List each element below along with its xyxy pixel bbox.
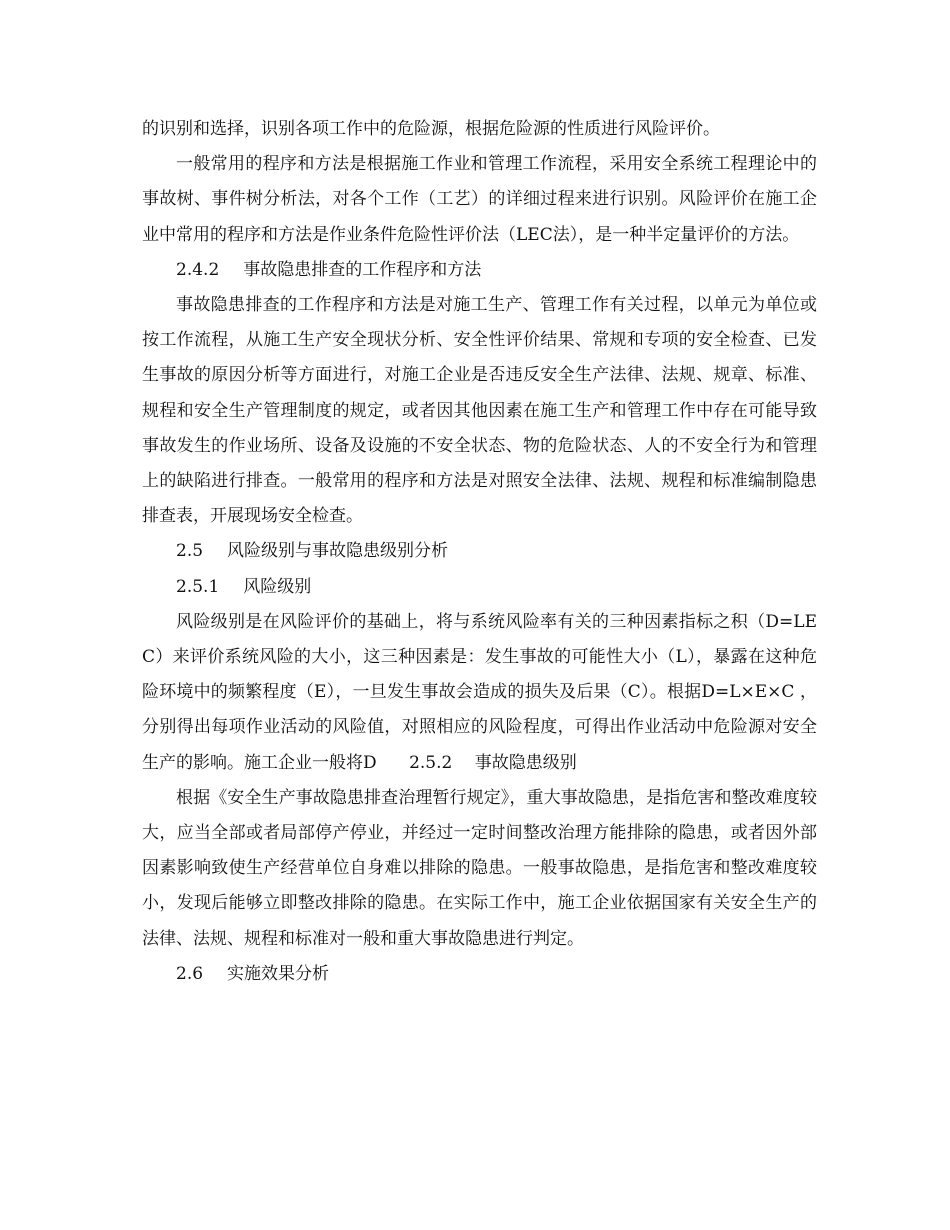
heading-2-5-1 (142, 570, 817, 605)
paragraph-common-procedures: 一般常用的程序和方法是根据施工作业和管理工作流程，采用安全系统工程理论中的事故树、事件树分析法，对各个工作（工艺）的详细过程来进行识别。风险评价在施工企业中常用的程序和方法是作业条件危险性评价法（LEC法），是一种半定量评价的方法。 (142, 154, 817, 245)
heading-number: 2.5.1 (176, 576, 220, 597)
heading-number: 2.6 (176, 963, 204, 984)
paragraph-hazard-level-regulation: 根据《安全生产事故隐患排查治理暂行规定》，重大事故隐患，是指危害和整改难度较大，应当全部或者局部停产停业，并经过一定时间整改治理方能排除的隐患，或者因外部因素影响致使生产经营单位自身难以排除的隐患。一般事故隐患，是指危害和整改难度较小，发现后能够立即整改排除的隐患。在实际工作中，施工企业依据国家有关安全生产的法律、法规、规程和标准对一般和重大事故隐患进行判定。 (142, 787, 817, 949)
heading-title: 事故隐患排查的工作程序和方法 (243, 259, 482, 280)
heading-2-5-2-text: 2.5.2 事故隐患级别 (409, 752, 577, 773)
heading-2-6 (142, 957, 817, 992)
paragraph-hazard-investigation: 事故隐患排查的工作程序和方法是对施工生产、管理工作有关过程，以单元为单位或按工作流程，从施工生产安全现状分析、安全性评价结果、常规和专项的安全检查、已发生事故的原因分析等方面进行，对施工企业是否违反安全生产法律、法规、规章、标准、规程和安全生产管理制度的规定，或者因其他因素在施工生产和管理工作中存在可能导致事故发生的作业场所、设备及设施的不安全状态、物的危险状态、人的不安全行为和管理上的缺陷进行排查。一般常用的程序和方法是对照安全法律、法规、规程和标准编制隐患排查表，开展现场安全检查。 (142, 295, 817, 527)
heading-number: 2.4.2 (176, 259, 220, 280)
heading-2-4-2 (142, 253, 817, 288)
risk-level-text: 风险级别是在风险评价的基础上，将与系统风险率有关的三种因素指标之积（D=LEC）来评价系统风险的大小，这三种因素是：发生事故的可能性大小（L），暴露在这种危险环境中的频繁程度（E），一旦发生事故会造成的损失及后果（C）。根据D=L×E×C ，分别得出每项作业活动的风险值，对照相应的风险程度，可得出作业活动中危险源对安全生产的影响。施工企业一般将D (142, 611, 817, 773)
heading-title: 风险级别 (243, 576, 312, 597)
heading-number: 2.5 (176, 541, 204, 562)
heading-2-5-2-inline (377, 753, 409, 773)
paragraph-risk-identification-continued: 的识别和选择，识别各项工作中的危险源，根据危险源的性质进行风险评价。 (142, 119, 720, 139)
paragraph-risk-level (142, 605, 817, 781)
heading-2-5 (142, 534, 817, 569)
heading-title: 风险级别与事故隐患级别分析 (227, 541, 449, 562)
document-body (142, 112, 817, 992)
heading-title: 实施效果分析 (227, 963, 330, 984)
